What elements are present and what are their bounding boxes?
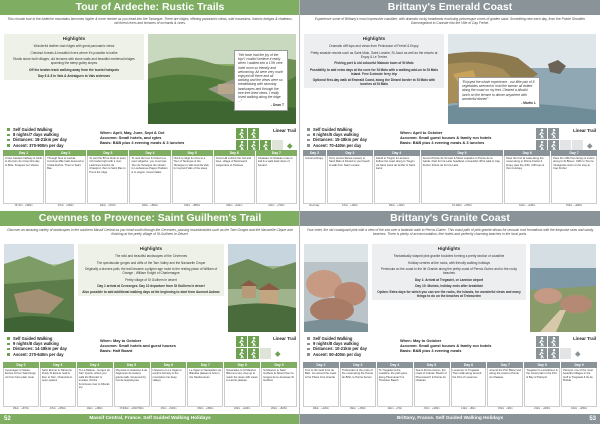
highlights-title: Highlights (139, 246, 163, 251)
tour4-details (400, 338, 491, 353)
day-text: St Maurice to Saint Guilhem le Desert then la Gorges de la Jonessee St Guilhem (261, 368, 297, 406)
tour1-highlights (4, 34, 144, 80)
day-stats: 20km · +570m (87, 203, 128, 208)
day-text: Navacelles to St Maurice Bfiel at a very step up to reach the steps with views to Larzac plateau (224, 368, 260, 406)
itinerary-day (487, 362, 523, 410)
day-label: Day 2 (303, 362, 339, 368)
day-label: Day 3 (40, 362, 76, 368)
highlight-item: Wonderful leather clad ridges with great panoramic views (33, 44, 115, 49)
day-label: Day 7 (487, 362, 523, 368)
when-text: When: May to October (400, 338, 442, 343)
day-stats: 18km · +420m (224, 406, 260, 411)
day-label: Day 2 (3, 362, 39, 368)
day-stats: 16km · +440m (504, 203, 550, 208)
day-text: L'Esperou to Le Vigan to explore full way to the mountains into deep valleys (151, 368, 187, 406)
tour3-title-banner: Brittany's Emerald Coast (300, 0, 600, 15)
day-label: Day 6 (214, 150, 255, 156)
day-stats: 16.7km · +590m (3, 203, 44, 208)
highlight-item: Fantastically shaped pink granite boulders forming a pretty section of coastline (393, 254, 505, 259)
highlights-title: Highlights (62, 36, 86, 41)
itinerary-day (374, 150, 420, 207)
tour2-intro: Discover an amazing variety of landscapes in the southern Massif Central as you head south through the Cevennes, passing mountainsides such as the Tarn Gorges and the Navacelle Cirque and finishing at the pretty village of St-Guilhem-le-Désert. (7, 228, 293, 237)
when-text: When: April, May, June, Sept & Oct (100, 130, 165, 135)
day-label: Day 8 (224, 362, 260, 368)
itinerary-day (114, 362, 150, 410)
highlights-title: Highlights (437, 246, 461, 251)
tour4-intro: Your hotel, the old coastguard pink with a view of the sea over a fantastic walk to Perros-Guirec. This coast path of pink granite allows for unusual rock formations with the turquoise seas and sandy beaches. There is plenty of accommodation, fine hotels and perfectly charming beaches in the local ports. (306, 228, 594, 237)
itinerary-day (261, 362, 297, 410)
day-label: Day 4 (374, 150, 420, 156)
itinerary-day (414, 362, 450, 410)
rating-diamond-icon (575, 351, 580, 356)
fact-item: Self Guided Walking (6, 127, 67, 132)
itinerary-day (3, 362, 39, 410)
day-label: Day 5 (172, 150, 213, 156)
day-text: Cross Gardere halfway & climb to the farm de Cinqu first day to Bole. Fraigues sur Volane (3, 156, 44, 203)
day-stats: 20km · +523m (261, 406, 297, 411)
day-label: Day 6 (451, 362, 487, 368)
tour2-title-banner: Cevennes to Provence: Saint Guilhem's Trail (0, 211, 300, 226)
walker-icon (536, 336, 547, 347)
highlight-item: Pretty seaside resorts such as Saint Malo, Saint Lunaire, St Jacut as well as the resorts at Erquy & Le Terriex (310, 50, 438, 59)
walker-icon (236, 128, 247, 139)
quote-author: - Dean T (270, 103, 284, 108)
walker-icon (548, 128, 559, 139)
tour4-facts (306, 336, 367, 357)
highlight-item: Day 1 arrival at Cevezeges. Day 10 departure from St Guilhem le desert (97, 283, 205, 288)
itinerary-day (451, 362, 487, 410)
basis-text: Basis: B&B plus 3 evening meals (400, 348, 462, 353)
itinerary-day (172, 150, 213, 207)
day-stats: 14km · +80m (451, 406, 487, 411)
day-stats: 15km · +280m (551, 203, 597, 208)
walker-icon (248, 348, 259, 359)
itinerary-day (303, 362, 339, 410)
day-label: Day 3 (340, 362, 376, 368)
walker-icon (236, 336, 247, 347)
day-stats: 17km · +160m (327, 203, 373, 208)
itinerary-day (214, 150, 255, 207)
tour2-highlights (78, 244, 224, 296)
itinerary-day (561, 362, 597, 410)
cevennes-photo (4, 244, 74, 332)
accomm-text: Accomm: Small guest houses & family run hotels (400, 343, 492, 348)
right-footer (300, 414, 600, 424)
day-stats: 16km · +150m (340, 406, 376, 411)
highlight-item: Pretty village of St Guilhem le desert (125, 277, 177, 282)
day-text: Saint Enimie to Tabourne. Pretty St Enimie road & then to Tarn, Chanurde & open spaces (40, 368, 76, 406)
highlight-item: Holiday centres at the rocks, with friendly walking holidays (407, 260, 491, 265)
day-label: Day 3 (87, 150, 128, 156)
walker-icon (248, 128, 259, 139)
day-stats: 17km · +650m (40, 406, 76, 411)
itinerary-day (77, 362, 113, 410)
highlight-item: Day 6 & 8 In Vals & Antraigues to Vals ardennes (37, 73, 111, 78)
day-text: Pass the Fort la Latte along the coast along to Pointe Frehel & Erquy past the cliffs. Cliff tops & then to Erquy (504, 156, 550, 203)
walker-icon-faded (260, 348, 271, 359)
day-label: Day 8 (524, 362, 560, 368)
tour2-rating (236, 336, 296, 362)
accomm-text: Accomm: Small hotels and guest houses (100, 343, 176, 348)
day-stats: 15km · +90m (487, 406, 523, 411)
left-footer (0, 414, 300, 424)
highlight-item: Chestnut forests & beautiful rivers where it's possible to bathe (30, 50, 118, 55)
itinerary-day (45, 150, 86, 207)
coast-path-photo (530, 244, 596, 332)
highlights-title: Highlights (362, 36, 386, 41)
day-text: Tour to the Gold & Ile de Batz. Go around the coast & the Phare & Ile Grande (303, 368, 339, 406)
highlight-item: Fishing port & old colourful Malouin town of St Malo (334, 61, 414, 66)
accomm-text: Accomm: Small hotels, and rgtes (100, 135, 162, 140)
day-text: To visit the 8th & climb to quiet rich Isabel right with a river Lailonnes Antoine de Chaulyrol, then to Saint Bas to Pra & the ridge (87, 156, 128, 203)
day-stats: 17/23km · +640/730m (114, 406, 150, 411)
day-label: Day 5 (421, 150, 504, 156)
village-photo (228, 244, 296, 332)
day-stats: 19km · +850m (172, 203, 213, 208)
tour3-intro: Experience some of Brittany's most impressive coastline, with dramatic rocky headlands enclosing picturesque coves of golden sand. Something new each day, from the Pointe Shoulder Gammegriand to Cancale into the Ville of Cap Frehel. (314, 17, 586, 26)
day-stats: 12km · +70m (377, 406, 413, 411)
footer-text: Massif Central, France. Self Guided Walking Holidays (89, 416, 211, 421)
walker-icon (248, 336, 259, 347)
day-text: Meyrueis to Gitazeso & de Sagonnes de Gela la giants walk. Greeened by Col de Gaprebynee (114, 368, 150, 406)
highlight-item: Off the beaten track walking away from the tourist hotspots (29, 67, 119, 72)
quote-text: "Enjoyed the whole experience - our little pair of 8 vegetables seemed to hold the tarmac all dotted along the coast on my feet. Cleared a blissful lunch on the terrace to dinner anywhere with wonderful dinner!" (462, 80, 535, 101)
fact-item: Distances: 18-21km per day (6, 137, 67, 142)
day-text: Cevezages to Sainte-Enimie & from Saint Enge via from here plain route (3, 368, 39, 406)
day-text: Around Pointe de St Cast & follow coastline to Pointe de la Garde. Past Fort la Latte headland, a beautiful cliff & walk to Cap Frehel. Pointe de Fort la Latte (421, 156, 504, 203)
day-stats: 10km · +250m (561, 406, 597, 411)
highlight-item: The spectacular gorges and cliffs of the Tarn Valley and the Navacelle Cirque (96, 260, 206, 265)
itinerary-day (303, 150, 326, 207)
fact-item: Distances: 15-18km per day (306, 137, 367, 142)
itinerary-day (129, 150, 170, 207)
day-stats: 18km · +560m (129, 203, 170, 208)
day-text: Louannec to Tregastel. Then walk along around the Port of Louannec (451, 368, 487, 406)
fact-item: Self Guided Walking (6, 336, 67, 341)
fact-item: Ascent: 370-900m per day (6, 143, 67, 148)
tour3-itinerary (303, 150, 597, 207)
fact-item: 8 nights/7 days walking (6, 132, 67, 137)
day-text: Around the Port Blanc and along the coast to Pointe du Chateau (487, 368, 523, 406)
day-label: Day 3 (327, 150, 373, 156)
day-label: Day 4 (77, 362, 113, 368)
tour1-facts (6, 127, 67, 148)
day-text: Paimpol: one of the most beautiful villages in the Gulf to Tregastel & Ile de Brehat (561, 368, 597, 406)
fact-item: Ascent: 70-440m per day (306, 143, 367, 148)
tour1-itinerary (3, 150, 297, 207)
rating-diamond-icon (275, 351, 280, 356)
tour2-itinerary (3, 362, 297, 410)
basis-text: Basis: Half Board (100, 348, 133, 353)
right-page (300, 0, 600, 424)
day-text: To La Malene - Gorges du Tarn Quorls, where you walk the Borrelez & smokes. Roche Foncrieres river & hillocks top (77, 368, 113, 406)
tour3-quote (458, 77, 540, 108)
day-text: To note the tour & Chirel-in-a open ridgeline, you must trips Tour de Tanargue the stream to Loubaresse Pages Pradiers & to Hugon. Guest Valles (129, 156, 170, 203)
highlight-item: Possibility to add extra days at the cove for St Malo with a walking add-on to St Malo Island. Free 5-minute ferry trip (309, 67, 439, 76)
itinerary-day (551, 150, 597, 207)
day-stats: 14km · +480m (77, 406, 113, 411)
accomm-text: Accomm: Small guest houses & family run hotels (400, 135, 492, 140)
itinerary-day (187, 362, 223, 410)
day-label: Day 7 (551, 150, 597, 156)
basis-text: Basis: B&B plus 4 evening meals & 3 lunches (100, 140, 185, 145)
highlight-item: Peninsula on the coast to the Ile Grande along the pretty coast of Perros-Guirec and to the rocky beaches (380, 267, 518, 276)
tour1-title-banner: Tour of Ardeche: Rustic Trails (0, 0, 300, 15)
tour1-intro: This circular tour in the Ardèche mountains becomes higher & more remote as you head into the Tanargue. There are ridges, offering panoramic views, wild mountains, historic bridges & chateaux, old forest rivers and terraces of orchards & vines. (7, 17, 293, 26)
tour4-rating (536, 336, 596, 362)
highlight-item: The wild and beautiful landscapes of the Cevennes (114, 254, 188, 259)
day-text: Arrival at Erquy (303, 156, 326, 203)
tour1-quote (234, 50, 288, 111)
day-label: Day 7 (256, 150, 297, 156)
itinerary-day (504, 150, 550, 207)
tour3-highlights (304, 34, 444, 88)
granite-rocks-photo (304, 244, 368, 332)
day-label: Day 9 (261, 362, 297, 368)
day-text: Le Vigan to Navacelles via Blandas plateau & Gris in the Naxdsmanes (187, 368, 223, 406)
itinerary-day (340, 362, 376, 410)
day-stats: Rest day (303, 203, 326, 208)
rating-label: Linear Trail (273, 128, 296, 133)
walker-icon-faded (560, 348, 571, 359)
highlight-item: Optional first-day walk at Emerald Coast, along the Dinard border to St Malo with lunches at St Malo (312, 77, 436, 86)
day-text: Chateaux & Chateau route to trail & a walk back down of Cenard (256, 156, 297, 203)
highlight-item: Day 10: Morlaix, holiday ends after breakfast (415, 283, 483, 288)
itinerary-day (151, 362, 187, 410)
day-label: Day 9 (561, 362, 597, 368)
fact-item: Self Guided Walking (306, 127, 367, 132)
tour2-facts (6, 336, 67, 357)
day-label: Day 6 (504, 150, 550, 156)
walker-icon (548, 336, 559, 347)
day-stats: 16km · +120m (374, 203, 420, 208)
day-stats: 17km · +540m (151, 406, 187, 411)
highlight-item: Dramatic cliff tops and views from Peninsular of Frehel & Erquy (329, 44, 419, 49)
itinerary-day (256, 150, 297, 207)
itinerary-day (421, 150, 504, 207)
tour3-details (400, 130, 491, 145)
when-text: When: May to October (100, 338, 142, 343)
itinerary-day (3, 150, 44, 207)
walker-icon (536, 348, 547, 359)
day-stats: 17km · +630m (45, 203, 86, 208)
itinerary-day (40, 362, 76, 410)
itinerary-day (87, 150, 128, 207)
itinerary-day (327, 150, 373, 207)
itinerary-day (224, 362, 260, 410)
day-label: Day 2 (303, 150, 326, 156)
day-stats: 18km · +120m (303, 406, 339, 411)
rating-diamond-icon (587, 143, 592, 148)
day-stats: 15-18km · +250m (421, 203, 504, 208)
itinerary-day (524, 362, 560, 410)
day-text: Sea & Perros-Guirec, the coast of Granite. Beach of Ploumanac'h & Pointe du Chateau (414, 368, 450, 406)
fact-item: Distances: 14-18km per day (6, 346, 67, 351)
highlight-item: Option: Extra days for which you can see the rocks, the islands, for wonderful views and many things to do on the beaches at Trebeurden (377, 290, 521, 299)
day-stats: 21km · +740m (256, 203, 297, 208)
day-label: Day 4 (129, 150, 170, 156)
day-label: Day 1 (3, 150, 44, 156)
day-text: Ferry across Ranee estuary to Saint Malo & Dinard to your beach & walk from Saint Lunaire (327, 156, 373, 203)
day-text: Through here to Lachat. Continue Mlle trails descend to Chata Dorbre. Then to Saint Bas (45, 156, 86, 203)
day-stats: 18km · +610m (214, 203, 255, 208)
day-label: Day 2 (45, 150, 86, 156)
tour3-facts (306, 127, 367, 148)
day-label: Day 6 (151, 362, 187, 368)
day-stats: 15km · +450m (187, 406, 223, 411)
highlight-item: Also possible to add additional walking days at the beginning to start from Aumont Aubrac (82, 290, 220, 295)
highlight-item: Rustic stone built villages, old terraces with stone walls and beautiful medieval bridges spanning the steep gulley slopes (13, 57, 135, 66)
fact-item: Distances: 10-21km per day (306, 346, 367, 351)
basis-text: Basis: B&B plus 4 evening meals & 3 lunches (400, 140, 485, 145)
tour1-details (100, 130, 184, 145)
fact-item: 6 nights/5 days walking (306, 132, 367, 137)
fact-item: 9 nights/8 days walking (306, 341, 367, 346)
day-text: Island to Tregon & Lancieux. Follow the coast along to Tregon via Saint Jacut de la Mer to Saint Jacut (374, 156, 420, 203)
rating-label: Linear Trail (573, 128, 596, 133)
walker-icon (536, 128, 547, 139)
when-text: When: April to October (400, 130, 443, 135)
day-text: Climb to ridge & cross to a Tour of Tanargue & the Tanargue to Vals Hamba Vals to Ceyrand Vals of the steep (172, 156, 213, 203)
rating-label: Linear Trail (273, 336, 296, 341)
day-label: Day 5 (114, 362, 150, 368)
day-label: Day 7 (187, 362, 223, 368)
quote-author: - Martin L (521, 101, 536, 106)
fact-item: Self Guided Walking (306, 336, 367, 341)
day-stats: 17km · +100m (414, 406, 450, 411)
walker-icon (548, 348, 559, 359)
tour4-itinerary (303, 362, 597, 410)
tour4-title-banner: Brittany's Granite Coast (300, 211, 600, 226)
day-text: Trebeurden & the rocks of the coast along the Pointe de Bihit, to Pointe Servel (340, 368, 376, 406)
rating-diamond-icon (287, 143, 292, 148)
day-text: Pass the cliffs from Erquy & Lehon along to St Brieuc. Cliffs to Tour la Vinaigrette return to the stay at Cap Frehel (551, 156, 597, 203)
day-text: Tregastel to Lezardrieux & the Coast path to the Port & Bay of Paimpol (524, 368, 560, 406)
day-stats: 21km · +200m (524, 406, 560, 411)
day-text: Cross Hill a climb the Col and lines, village of Montreal & Largentiere to Tanimes (214, 156, 255, 203)
highlight-item: Originally a drovers path, the trail became a pilgrim age route to the resting place of William of Orange - William Knight of Charlemagne (84, 267, 218, 276)
day-stats: 15km · +670m (3, 406, 39, 411)
day-label: Day 4 (377, 362, 413, 368)
day-text: To Tregastel & the coastline; the path goes along Ploumanac'h & Trestraou Beach (377, 368, 413, 406)
tour2-details (100, 338, 176, 353)
fact-item: Ascent: 270-640m per day (6, 352, 67, 357)
quote-text: "We have had the joy of the trip! I couldn't believe it really when I walked into a 17th cent hotel room so friendly and welcoming. All were very much enjoyed off there and all walking and the views were so breathtaking with stunning landscapes and through the tree tree lined views. I really loved walking along the ridge ..." (238, 53, 284, 104)
rating-label: Linear Trail (573, 336, 596, 341)
tour4-highlights (372, 244, 526, 300)
fact-item: 9 nights/8 days walking (6, 341, 67, 346)
page-number: 53 (589, 416, 596, 422)
fact-item: Ascent: 50-400m per day (306, 352, 367, 357)
page-number: 52 (4, 416, 11, 422)
itinerary-day (377, 362, 413, 410)
highlight-item: Day 1: Arrival at Tregastel, or Lannion airport (414, 277, 484, 282)
day-label: Day 5 (414, 362, 450, 368)
walker-icon (236, 348, 247, 359)
footer-text: Brittany, France. Self Guided Walking Holidays (396, 416, 504, 421)
